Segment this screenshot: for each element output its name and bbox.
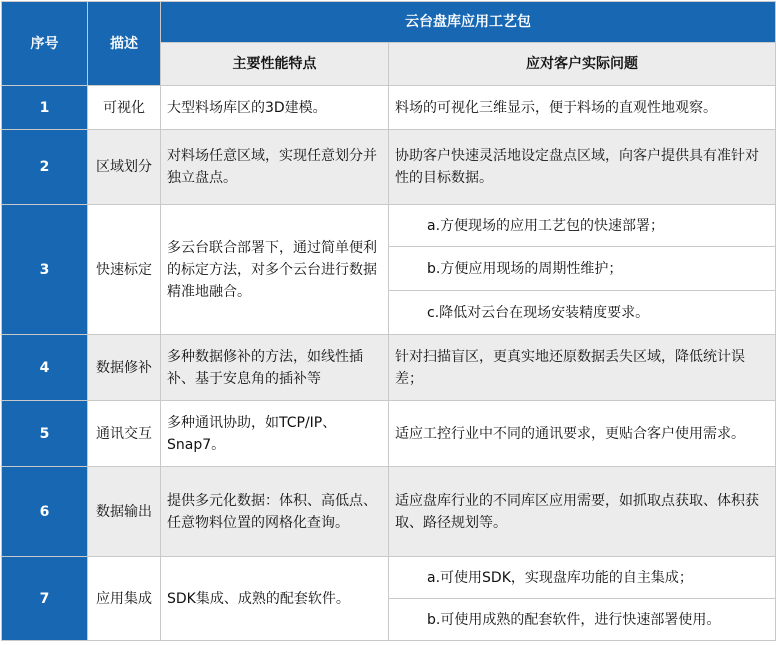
row-problem: c.降低对云台在现场安装精度要求。	[389, 291, 776, 335]
row-problem: 针对扫描盲区，更真实地还原数据丢失区域，降低统计误差；	[389, 335, 776, 401]
row-features: 多种数据修补的方法，如线性插补、基于安息角的插补等	[161, 335, 389, 401]
row-desc: 区域划分	[88, 130, 161, 205]
row-problem: 适应工控行业中不同的通讯要求，更贴合客户使用需求。	[389, 401, 776, 467]
table-row	[2, 130, 776, 205]
header-desc: 描述	[88, 2, 161, 86]
row-features: SDK集成、成熟的配套软件。	[161, 557, 389, 641]
table-row	[2, 86, 776, 130]
row-index: 2	[2, 130, 88, 205]
table-row	[2, 557, 776, 599]
row-desc: 快速标定	[88, 205, 161, 335]
row-index: 1	[2, 86, 88, 130]
row-problem: b.方便应用现场的周期性维护；	[389, 247, 776, 291]
row-problem: 料场的可视化三维显示，便于料场的直观性地观察。	[389, 86, 776, 130]
row-features: 多种通讯协助，如TCP/IP、Snap7。	[161, 401, 389, 467]
row-desc: 通讯交互	[88, 401, 161, 467]
row-index: 6	[2, 467, 88, 557]
row-index: 5	[2, 401, 88, 467]
row-desc: 应用集成	[88, 557, 161, 641]
row-index: 3	[2, 205, 88, 335]
table-row	[2, 401, 776, 467]
row-index: 7	[2, 557, 88, 641]
row-features: 多云台联合部署下，通过简单便利的标定方法，对多个云台进行数据精准地融合。	[161, 205, 389, 335]
row-problem: a.方便现场的应用工艺包的快速部署；	[389, 205, 776, 247]
table-row	[2, 205, 776, 247]
feature-table	[1, 1, 776, 641]
row-problem: 协助客户快速灵活地设定盘点区域，向客户提供具有准针对性的目标数据。	[389, 130, 776, 205]
header-features: 主要性能特点	[161, 43, 389, 86]
row-index: 4	[2, 335, 88, 401]
row-problem: a.可使用SDK，实现盘库功能的自主集成；	[389, 557, 776, 599]
row-desc: 数据修补	[88, 335, 161, 401]
row-features: 大型料场库区的3D建模。	[161, 86, 389, 130]
row-desc: 可视化	[88, 86, 161, 130]
row-problem: b.可使用成熟的配套软件，进行快速部署使用。	[389, 599, 776, 641]
header-group-title: 云台盘库应用工艺包	[161, 2, 776, 43]
row-problem: 适应盘库行业的不同库区应用需要，如抓取点获取、体积获取、路径规划等。	[389, 467, 776, 557]
row-desc: 数据输出	[88, 467, 161, 557]
table-row	[2, 467, 776, 557]
row-features: 提供多元化数据：体积、高低点、任意物料位置的网格化查询。	[161, 467, 389, 557]
row-features: 对料场任意区域，实现任意划分并独立盘点。	[161, 130, 389, 205]
header-problems: 应对客户实际问题	[389, 43, 776, 86]
table-row	[2, 335, 776, 401]
header-index: 序号	[2, 2, 88, 86]
